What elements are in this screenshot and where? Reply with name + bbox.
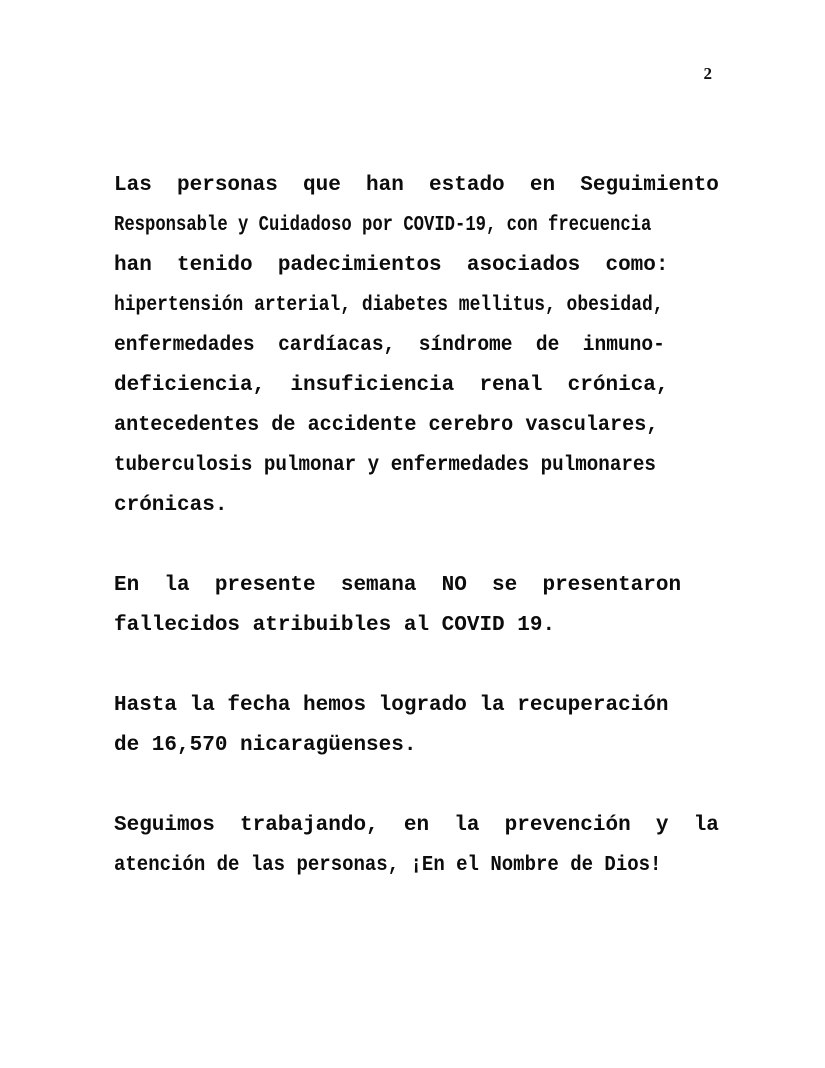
- text-line: [114, 286, 712, 326]
- text-line: [114, 726, 712, 766]
- text-line-content: han tenido padecimientos asociados como:: [114, 254, 669, 277]
- text-line: [114, 366, 712, 406]
- text-line-content: Responsable y Cuidadoso por COVID-19, con frecuencia: [114, 214, 652, 237]
- text-line-content: atención de las personas, ¡En el Nombre de Dios!: [114, 854, 662, 877]
- text-line: [114, 806, 719, 846]
- text-line-content: antecedentes de accidente cerebro vasculares,: [114, 414, 659, 437]
- text-line: [114, 566, 712, 606]
- paragraph: [114, 806, 719, 886]
- paragraph: [114, 166, 719, 526]
- text-line-content: crónicas.: [114, 494, 228, 517]
- text-line-content: deficiencia, insuficiencia renal crónica,: [114, 374, 669, 397]
- text-line-content: fallecidos atribuibles al COVID 19.: [114, 614, 556, 637]
- text-line: [114, 246, 712, 286]
- text-line: [114, 486, 712, 526]
- text-line: [114, 846, 712, 886]
- text-line-content: hipertensión arterial, diabetes mellitus, obesidad,: [114, 294, 664, 317]
- text-line-content: Seguimos trabajando, en la prevención y la: [114, 814, 719, 837]
- text-line: [114, 446, 712, 486]
- text-line: [114, 166, 719, 206]
- paragraph: [114, 566, 712, 646]
- text-line-content: Hasta la fecha hemos logrado la recuperación: [114, 694, 669, 717]
- text-line-content: enfermedades cardíacas, síndrome de inmuno-: [114, 334, 665, 357]
- text-line-content: En la presente semana NO se presentaron: [114, 574, 682, 597]
- document-body: [114, 166, 719, 886]
- text-line-content: de 16,570 nicaragüenses.: [114, 734, 417, 757]
- text-line: [114, 606, 712, 646]
- text-line: [114, 326, 712, 366]
- text-line-content: tuberculosis pulmonar y enfermedades pulmonares: [114, 454, 656, 477]
- page-number: 2: [703, 64, 712, 83]
- text-line-content: Las personas que han estado en Seguimiento: [114, 174, 719, 197]
- paragraph: [114, 686, 712, 766]
- text-line: [114, 206, 712, 246]
- text-line: [114, 686, 712, 726]
- text-line: [114, 406, 712, 446]
